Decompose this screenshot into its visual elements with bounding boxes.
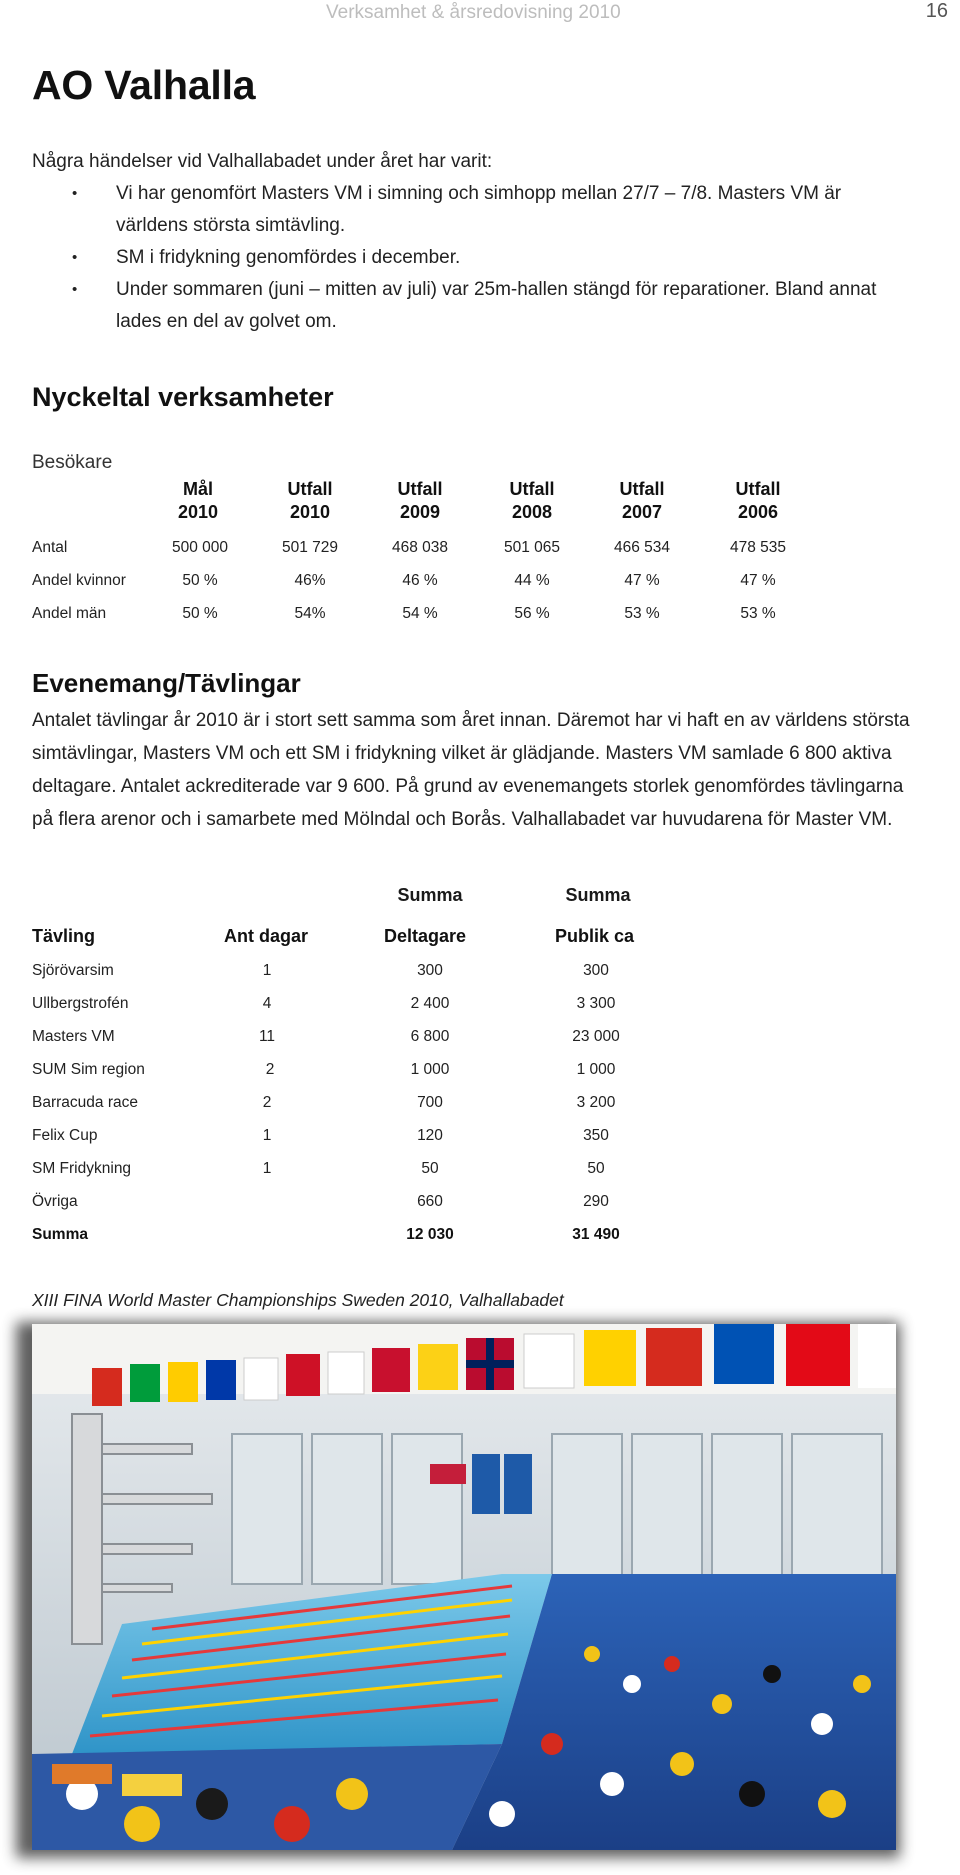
column-header-line1: Utfall bbox=[509, 479, 555, 499]
competition-participants: 50 bbox=[421, 1160, 439, 1177]
competition-audience: 350 bbox=[583, 1127, 609, 1144]
intro-bullet: • Under sommaren (juni – mitten av juli) var 25m-hallen stängd för reparationer. Bland annat lades en del av golvet om. bbox=[32, 274, 912, 338]
page-title: AO Valhalla bbox=[32, 62, 256, 108]
table-cell: 47 % bbox=[624, 572, 660, 589]
column-header: Publik ca bbox=[555, 926, 635, 946]
column-header bbox=[698, 478, 818, 524]
intro-bullet-list bbox=[32, 178, 912, 338]
competition-participants: 700 bbox=[417, 1094, 443, 1111]
column-header bbox=[472, 478, 592, 524]
row-label: Andel kvinnor bbox=[32, 572, 126, 589]
competition-name: SM Fridykning bbox=[32, 1160, 132, 1177]
table-cell: 478 535 bbox=[729, 539, 787, 556]
page-number: 16 bbox=[925, 0, 948, 22]
intro-lead: Några händelser vid Valhallabadet under året har varit: bbox=[32, 151, 493, 172]
intro-bullet: • Vi har genomfört Masters VM i simning och simhopp mellan 27/7 – 7/8. Masters VM är världens största simtävling. bbox=[32, 178, 912, 242]
competition-participants: 660 bbox=[417, 1193, 443, 1210]
nyckeltal-heading: Nyckeltal verksamheter bbox=[32, 382, 334, 412]
column-header-line1: Utfall bbox=[287, 479, 333, 499]
competition-days: 1 bbox=[262, 962, 272, 979]
competition-days: 11 bbox=[258, 1028, 276, 1045]
column-header-line2: 2010 bbox=[177, 502, 219, 522]
table-cell: 500 000 bbox=[171, 539, 229, 556]
competition-days: 2 bbox=[265, 1061, 275, 1078]
competition-name: Masters VM bbox=[32, 1028, 115, 1045]
column-header bbox=[360, 478, 480, 524]
competition-days: 1 bbox=[262, 1127, 272, 1144]
column-header bbox=[582, 478, 702, 524]
row-label: Antal bbox=[32, 539, 68, 556]
evenemang-text: Antalet tävlingar år 2010 är i stort sett samma som året innan. Däremot har vi haft en av världens största simtävlingar, Masters VM och ett SM i fridykning vilket är glädjande. Masters VM samlade 6 800 aktiva deltagare. Antalet ackrediterade var 9 600. På grund av evenemangets storlek genomfördes tävlingarna på flera arenor och i samarbete med Mölndal och Borås. Valhallabadet var huvudarena för Master VM. bbox=[32, 710, 910, 830]
column-header-line2: 2008 bbox=[511, 502, 553, 522]
column-header bbox=[138, 478, 258, 524]
competition-days: 4 bbox=[262, 995, 272, 1012]
column-header-line2: 2006 bbox=[737, 502, 779, 522]
competition-audience: 50 bbox=[587, 1160, 605, 1177]
competition-audience: 3 300 bbox=[576, 995, 616, 1012]
competition-audience: 290 bbox=[583, 1193, 609, 1210]
table-cell: 54% bbox=[294, 605, 326, 622]
photo-caption: XIII FINA World Master Championships Sweden 2010, Valhallabadet bbox=[32, 1290, 564, 1310]
column-header-line1: Mål bbox=[182, 479, 213, 499]
competition-participants: 2 400 bbox=[410, 995, 450, 1012]
deck-front bbox=[32, 1744, 502, 1850]
column-header bbox=[250, 478, 370, 524]
competition-participants: 300 bbox=[417, 962, 443, 979]
column-header: Tävling bbox=[32, 926, 96, 946]
competition-days: 1 bbox=[262, 1160, 272, 1177]
pool-photo-illustration bbox=[32, 1324, 896, 1850]
table-cell: 501 065 bbox=[503, 539, 561, 556]
table-cell: 50 % bbox=[182, 605, 218, 622]
competition-name: Barracuda race bbox=[32, 1094, 138, 1111]
table-cell: 53 % bbox=[624, 605, 660, 622]
competition-name: Felix Cup bbox=[32, 1127, 98, 1144]
column-header-line2: 2007 bbox=[621, 502, 663, 522]
evenemang-heading: Evenemang/Tävlingar bbox=[32, 668, 301, 698]
total-label: Summa bbox=[32, 1226, 88, 1243]
table-cell: 501 729 bbox=[281, 539, 339, 556]
competition-audience: 23 000 bbox=[572, 1028, 620, 1045]
competition-participants: 1 000 bbox=[410, 1061, 450, 1078]
column-header-line1: Utfall bbox=[397, 479, 443, 499]
table-cell: 50 % bbox=[182, 572, 218, 589]
competition-audience: 300 bbox=[583, 962, 609, 979]
competition-participants: 6 800 bbox=[410, 1028, 450, 1045]
table-cell: 53 % bbox=[740, 605, 776, 622]
total-participants: 12 030 bbox=[406, 1226, 454, 1243]
competition-name: Sjörövarsim bbox=[32, 962, 114, 979]
running-title: Verksamhet & årsredovisning 2010 bbox=[326, 2, 621, 23]
table-cell: 56 % bbox=[514, 605, 550, 622]
running-header bbox=[0, 2, 960, 26]
competition-audience: 3 200 bbox=[576, 1094, 616, 1111]
competition-days: 2 bbox=[262, 1094, 272, 1111]
besokare-label: Besökare bbox=[32, 452, 113, 473]
competition-name: Övriga bbox=[32, 1193, 78, 1210]
row-label: Andel män bbox=[32, 605, 107, 622]
column-header-line1: Utfall bbox=[735, 479, 781, 499]
competition-participants: 120 bbox=[417, 1127, 443, 1144]
column-header-top: Summa bbox=[397, 885, 463, 905]
table-cell: 466 534 bbox=[613, 539, 671, 556]
column-header-line1: Utfall bbox=[619, 479, 665, 499]
table-cell: 46 % bbox=[402, 572, 438, 589]
competition-name: SUM Sim region bbox=[32, 1061, 145, 1078]
column-header: Deltagare bbox=[384, 926, 467, 946]
intro-section bbox=[32, 146, 912, 338]
competition-name: Ullbergstrofén bbox=[32, 995, 129, 1012]
column-header: Ant dagar bbox=[224, 926, 309, 946]
pool-photo bbox=[32, 1324, 896, 1850]
column-header-line2: 2010 bbox=[289, 502, 331, 522]
competition-audience: 1 000 bbox=[576, 1061, 616, 1078]
table-cell: 47 % bbox=[740, 572, 776, 589]
column-header-line2: 2009 bbox=[399, 502, 441, 522]
intro-bullet: • SM i fridykning genomfördes i december. bbox=[32, 242, 912, 274]
table-cell: 46% bbox=[294, 572, 326, 589]
total-audience: 31 490 bbox=[572, 1226, 620, 1243]
table-cell: 468 038 bbox=[391, 539, 449, 556]
table-cell: 54 % bbox=[402, 605, 438, 622]
table-cell: 44 % bbox=[514, 572, 550, 589]
column-header-top: Summa bbox=[565, 885, 631, 905]
